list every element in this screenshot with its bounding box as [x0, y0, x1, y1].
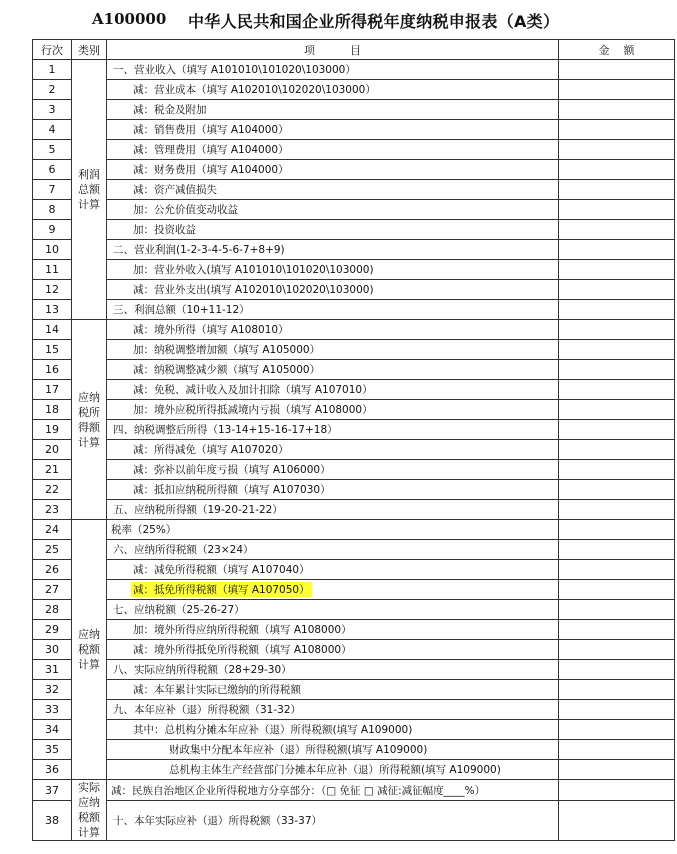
table-row: [33, 180, 675, 200]
line-number: 32: [33, 680, 72, 700]
item-cell: 减：免税、减计收入及加计扣除（填写 A107010）: [107, 380, 559, 400]
highlighted-item: 减：抵免所得税额（填写 A107050）: [133, 584, 310, 596]
amount-cell[interactable]: [559, 780, 675, 801]
table-row: [33, 480, 675, 500]
line-number: 1: [33, 60, 72, 80]
table-row: [33, 260, 675, 280]
item-cell: 加：营业外收入(填写 A101010\101020\103000): [107, 260, 559, 280]
header-category: 类别: [72, 40, 107, 60]
item-cell: 减：财务费用（填写 A104000）: [107, 160, 559, 180]
amount-cell[interactable]: [559, 100, 675, 120]
table-row: [33, 700, 675, 720]
table-row: [33, 801, 675, 841]
item-cell: 加：纳税调整增加额（填写 A105000）: [107, 340, 559, 360]
item-cell: [107, 780, 559, 801]
reduce-rate-field[interactable]: ____: [443, 784, 465, 797]
table-row: [33, 200, 675, 220]
line-number: 23: [33, 500, 72, 520]
table-row: [33, 120, 675, 140]
item-cell: 减：资产减值损失: [107, 180, 559, 200]
item-cell: 减：税金及附加: [107, 100, 559, 120]
amount-cell[interactable]: [559, 260, 675, 280]
category-tax: [72, 520, 107, 780]
amount-cell[interactable]: [559, 340, 675, 360]
category-profit: [72, 60, 107, 320]
item-cell: 二、营业利润(1-2-3-4-5-6-7+8+9): [107, 240, 559, 260]
line-number: 8: [33, 200, 72, 220]
table-row: [33, 320, 675, 340]
table-row: [33, 380, 675, 400]
table-row: [33, 740, 675, 760]
line-number: 17: [33, 380, 72, 400]
line-number: 13: [33, 300, 72, 320]
table-row: [33, 600, 675, 620]
category-actual: [72, 780, 107, 841]
amount-cell[interactable]: [559, 500, 675, 520]
amount-cell[interactable]: [559, 440, 675, 460]
item-cell: 税率（25%）: [107, 520, 559, 540]
item-cell: [107, 580, 559, 600]
header-line: 行次: [33, 40, 72, 60]
table-row: [33, 360, 675, 380]
amount-cell[interactable]: [559, 240, 675, 260]
amount-cell[interactable]: [559, 660, 675, 680]
line-number: 37: [33, 780, 72, 801]
item-cell: 八、实际应纳所得税额（28+29-30）: [107, 660, 559, 680]
category-taxable: [72, 320, 107, 520]
amount-cell[interactable]: [559, 580, 675, 600]
amount-cell[interactable]: [559, 760, 675, 780]
table-row: [33, 300, 675, 320]
table-header-row: [33, 40, 675, 60]
line-number: 2: [33, 80, 72, 100]
amount-cell[interactable]: [559, 180, 675, 200]
amount-cell[interactable]: [559, 380, 675, 400]
item-cell: 减：抵扣应纳税所得额（填写 A107030）: [107, 480, 559, 500]
table-row: [33, 60, 675, 80]
line-number: 6: [33, 160, 72, 180]
item-cell: 加：公允价值变动收益: [107, 200, 559, 220]
line-number: 16: [33, 360, 72, 380]
item-cell: 加：境外所得应纳所得税额（填写 A108000）: [107, 620, 559, 640]
item-cell: 减：营业成本（填写 A102010\102020\103000）: [107, 80, 559, 100]
item-cell: 减：管理费用（填写 A104000）: [107, 140, 559, 160]
table-row: [33, 680, 675, 700]
amount-cell[interactable]: [559, 700, 675, 720]
table-row: [33, 240, 675, 260]
amount-cell[interactable]: [559, 560, 675, 580]
table-row: [33, 400, 675, 420]
table-row: [33, 720, 675, 740]
line-number: 30: [33, 640, 72, 660]
form-code: A100000: [92, 10, 167, 28]
item-cell: 九、本年应补（退）所得税额（31-32）: [107, 700, 559, 720]
amount-cell[interactable]: [559, 220, 675, 240]
line-number: 19: [33, 420, 72, 440]
item-cell: 减：纳税调整减少额（填写 A105000）: [107, 360, 559, 380]
line-number: 29: [33, 620, 72, 640]
amount-cell[interactable]: [559, 520, 675, 540]
line-number: 20: [33, 440, 72, 460]
line-number: 36: [33, 760, 72, 780]
item-cell: 加：投资收益: [107, 220, 559, 240]
line-number: 3: [33, 100, 72, 120]
item-cell: 五、应纳税所得额（19-20-21-22）: [107, 500, 559, 520]
table-row: [33, 460, 675, 480]
table-row: [33, 420, 675, 440]
amount-cell[interactable]: [559, 600, 675, 620]
exempt-checkbox[interactable]: □: [326, 784, 337, 797]
table-row: [33, 340, 675, 360]
tax-return-table: [32, 39, 675, 841]
line-number: 18: [33, 400, 72, 420]
item-cell: 加：境外应税所得抵减境内亏损（填写 A108000）: [107, 400, 559, 420]
line-number: 27: [33, 580, 72, 600]
amount-cell[interactable]: [559, 460, 675, 480]
item-cell: 减：减免所得税额（填写 A107040）: [107, 560, 559, 580]
line-number: 15: [33, 340, 72, 360]
line-number: 14: [33, 320, 72, 340]
table-row: [33, 580, 675, 600]
table-row: [33, 780, 675, 801]
line-number: 33: [33, 700, 72, 720]
category-label: 利润总额计算: [78, 168, 100, 211]
table-row: [33, 560, 675, 580]
amount-cell[interactable]: [559, 80, 675, 100]
line-number: 25: [33, 540, 72, 560]
table-row: [33, 620, 675, 640]
line-number: 10: [33, 240, 72, 260]
table-row: [33, 440, 675, 460]
item-cell: 十、本年实际应补（退）所得税额（33-37）: [107, 801, 559, 841]
table-row: [33, 80, 675, 100]
amount-cell[interactable]: [559, 60, 675, 80]
item-cell: 其中：总机构分摊本年应补（退）所得税额(填写 A109000): [107, 720, 559, 740]
table-row: [33, 160, 675, 180]
amount-cell[interactable]: [559, 540, 675, 560]
amount-cell[interactable]: [559, 640, 675, 660]
item-cell: 减：所得减免（填写 A107020）: [107, 440, 559, 460]
amount-cell[interactable]: [559, 740, 675, 760]
item-cell: 减：境外所得抵免所得税额（填写 A108000）: [107, 640, 559, 660]
line-number: 34: [33, 720, 72, 740]
line-number: 35: [33, 740, 72, 760]
line-number: 4: [33, 120, 72, 140]
line-number: 28: [33, 600, 72, 620]
line-number: 11: [33, 260, 72, 280]
reduce-checkbox[interactable]: □: [363, 784, 374, 797]
amount-cell[interactable]: [559, 680, 675, 700]
table-row: [33, 280, 675, 300]
line-number: 12: [33, 280, 72, 300]
amount-cell[interactable]: [559, 140, 675, 160]
item-cell: 四、纳税调整后所得（13-14+15-16-17+18）: [107, 420, 559, 440]
table-row: [33, 760, 675, 780]
amount-cell[interactable]: [559, 280, 675, 300]
amount-cell[interactable]: [559, 300, 675, 320]
table-row: [33, 140, 675, 160]
line-number: 24: [33, 520, 72, 540]
amount-cell[interactable]: [559, 480, 675, 500]
amount-cell[interactable]: [559, 720, 675, 740]
amount-cell[interactable]: [559, 160, 675, 180]
table-row: [33, 520, 675, 540]
header-item: 项 目: [107, 40, 559, 60]
item-cell: 财政集中分配本年应补（退）所得税额(填写 A109000): [107, 740, 559, 760]
item-cell: 减：境外所得（填写 A108010）: [107, 320, 559, 340]
amount-cell[interactable]: [559, 620, 675, 640]
item-cell: 减：销售费用（填写 A104000）: [107, 120, 559, 140]
item-prefix: 减：民族自治地区企业所得税地方分享部分：（: [111, 784, 327, 797]
item-cell: 七、应纳税额（25-26-27）: [107, 600, 559, 620]
amount-cell[interactable]: [559, 420, 675, 440]
item-cell: 六、应纳所得税额（23×24）: [107, 540, 559, 560]
line-number: 9: [33, 220, 72, 240]
item-cell: 一、营业收入（填写 A101010\101020\103000）: [107, 60, 559, 80]
amount-cell[interactable]: [559, 360, 675, 380]
item-cell: 减：弥补以前年度亏损（填写 A106000）: [107, 460, 559, 480]
category-label: 应纳税所得额计算: [78, 390, 100, 449]
item-cell: 减：营业外支出(填写 A102010\102020\103000): [107, 280, 559, 300]
item-cell: 减：本年累计实际已缴纳的所得税额: [107, 680, 559, 700]
item-suffix: %）: [464, 784, 486, 797]
exempt-label: 免征: [336, 784, 364, 797]
line-number: 22: [33, 480, 72, 500]
header-amount: 金 额: [559, 40, 675, 60]
line-number: 38: [33, 801, 72, 841]
form-title: 中华人民共和国企业所得税年度纳税申报表（A类）: [188, 12, 560, 31]
table-row: [33, 100, 675, 120]
line-number: 26: [33, 560, 72, 580]
table-row: [33, 220, 675, 240]
amount-cell[interactable]: [559, 400, 675, 420]
amount-cell[interactable]: [559, 200, 675, 220]
amount-cell[interactable]: [559, 801, 675, 841]
line-number: 21: [33, 460, 72, 480]
amount-cell[interactable]: [559, 120, 675, 140]
amount-cell[interactable]: [559, 320, 675, 340]
line-number: 31: [33, 660, 72, 680]
form-header: [0, 0, 677, 34]
table-row: [33, 660, 675, 680]
category-label: 应纳税额计算: [78, 628, 100, 671]
line-number: 5: [33, 140, 72, 160]
table-row: [33, 540, 675, 560]
category-label: 实际应纳税额计算: [78, 781, 100, 839]
table-row: [33, 640, 675, 660]
table-row: [33, 500, 675, 520]
item-cell: 三、利润总额（10+11-12）: [107, 300, 559, 320]
item-cell: 总机构主体生产经营部门分摊本年应补（退）所得税额(填写 A109000): [107, 760, 559, 780]
reduce-label: 减征:减征幅度: [373, 784, 444, 797]
line-number: 7: [33, 180, 72, 200]
